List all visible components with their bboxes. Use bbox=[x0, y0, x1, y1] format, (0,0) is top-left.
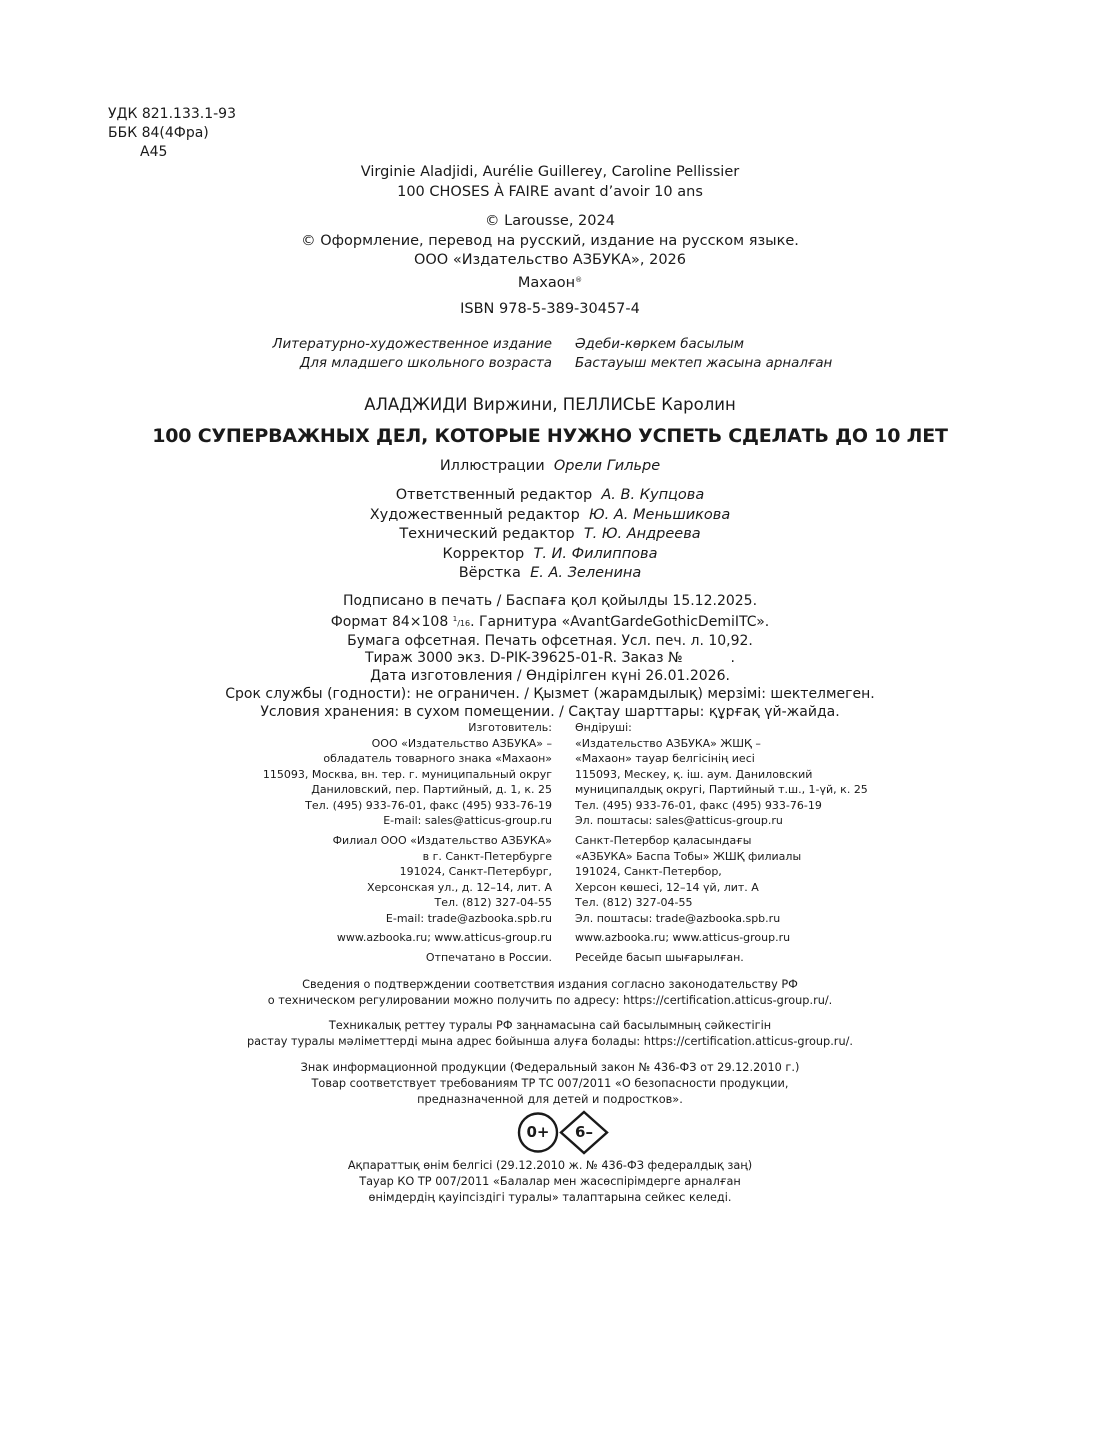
credit-role: Технический редактор bbox=[399, 526, 575, 543]
book-title: 100 СУПЕРВАЖНЫХ ДЕЛ, КОТОРЫЕ НУЖНО УСПЕТЬ СДЕЛАТЬ ДО 10 ЛЕТ bbox=[152, 425, 948, 447]
signed-to-print: Подписано в печать / Баспаға қол қойылды 15.12.2025. bbox=[342, 593, 758, 609]
run-text: Тираж 3000 экз. D-PIK-39625-01-R. Заказ № bbox=[365, 650, 683, 667]
run-end: . bbox=[730, 650, 735, 667]
copyright-block bbox=[0, 212, 1100, 293]
illustrations-line bbox=[0, 457, 1100, 477]
edition-type-ru-2: Для младшего школьного возраста bbox=[299, 356, 552, 371]
manufacturer-kz bbox=[575, 720, 868, 829]
branch-kz-line: Эл. поштасы: trade@azbooka.spb.ru bbox=[575, 911, 781, 925]
credit-line bbox=[0, 525, 1100, 545]
copyright-design: © Оформление, перевод на русский, издание на русском языке. bbox=[301, 232, 799, 249]
copyright-imprint bbox=[0, 271, 1100, 294]
manufacturer-kz-line: 115093, Мескеу, қ. іш. аум. Даниловский bbox=[575, 767, 813, 781]
manufacturer-ru-line: E-mail: sales@atticus-group.ru bbox=[383, 814, 552, 827]
format-typeface: . Гарнитура «AvantGardeGothicDemiITC». bbox=[470, 613, 770, 630]
format-size: Формат 84×108 bbox=[330, 613, 449, 630]
printed-kz: Ресейде басып шығарылған. bbox=[575, 951, 744, 964]
format-fraction-top: 1 bbox=[452, 614, 458, 623]
age-diamond-label: 6– bbox=[575, 1123, 593, 1141]
credit-role: Художественный редактор bbox=[369, 506, 580, 523]
manufacturer-ru bbox=[263, 720, 552, 829]
cert-ru-line: Сведения о подтверждении соответствия издания согласно законодательству РФ bbox=[302, 978, 798, 991]
registered-mark: ® bbox=[575, 275, 583, 284]
printed-block bbox=[0, 950, 1100, 966]
info-ru-line: Товар соответствует требованиям ТР ТС 007/2011 «О безопасности продукции, bbox=[311, 1077, 789, 1090]
illustrator-name: Орели Гильре bbox=[553, 458, 661, 474]
edition-type-kz-1: Әдеби-көркем басылым bbox=[575, 337, 744, 352]
info-kz-line: Тауар КО ТР 007/2011 «Балалар мен жасөспірімдерге арналған bbox=[359, 1175, 741, 1188]
edition-type bbox=[0, 335, 1100, 375]
branch-kz bbox=[575, 833, 801, 926]
manufacturer-ru-line: Тел. (495) 933-76-01, факс (495) 933-76-19 bbox=[305, 798, 552, 812]
manufacturer-kz-line: Эл. поштасы: sales@atticus-group.ru bbox=[575, 814, 783, 827]
credits-block bbox=[0, 486, 1100, 584]
branch-kz-line: Херсон көшесі, 12–14 үй, лит. А bbox=[575, 880, 759, 894]
branch-kz-line: «АЗБУКА» Баспа Тобы» ЖШҚ филиалы bbox=[575, 849, 802, 863]
isbn: ISBN 978-5-389-30457-4 bbox=[460, 301, 640, 317]
info-ru bbox=[0, 1060, 1100, 1108]
format-fraction-bottom: /16 bbox=[457, 618, 471, 628]
paper-line: Бумага офсетная. Печать офсетная. Усл. печ. л. 10,92. bbox=[347, 632, 753, 649]
age-circle-label: 0+ bbox=[526, 1123, 550, 1141]
credit-name: А. В. Купцова bbox=[601, 487, 705, 503]
manufacturer-ru-line: обладатель товарного знака «Махаон» bbox=[323, 752, 552, 765]
manufacture-date: Дата изготовления / Өндірілген күні 26.01.2026. bbox=[370, 668, 730, 685]
info-ru-line: Знак информационной продукции (Федеральный закон № 436-ФЗ от 29.12.2010 г.) bbox=[300, 1061, 800, 1074]
branch-ru bbox=[333, 833, 552, 926]
udk-code: УДК 821.133.1-93 bbox=[108, 106, 236, 122]
branch-ru-line: Тел. (812) 327-04-55 bbox=[434, 896, 552, 909]
credit-line bbox=[0, 545, 1100, 565]
cert-kz-line: Техникалық реттеу туралы РФ заңнамасына сай басылымның сәйкестігін bbox=[328, 1019, 772, 1032]
imprint-name: Махаон bbox=[517, 274, 576, 291]
credit-line bbox=[0, 506, 1100, 526]
manufacturer-ru-line: ООО «Издательство АЗБУКА» – bbox=[371, 736, 552, 750]
manufacturer-kz-line: «Махаон» тауар белгісінің иесі bbox=[575, 752, 755, 765]
web-ru: www.azbooka.ru; www.atticus-group.ru bbox=[336, 931, 552, 944]
manufacturer-ru-line: Изготовитель: bbox=[468, 721, 552, 734]
illustrations-label: Иллюстрации bbox=[439, 458, 545, 474]
credit-name: Е. А. Зеленина bbox=[530, 565, 642, 582]
web-block bbox=[0, 930, 1100, 946]
manufacturer-kz-line: Өндіруші: bbox=[575, 721, 632, 734]
original-edition bbox=[0, 163, 1100, 202]
branch-ru-line: Херсонская ул., д. 12–14, лит. А bbox=[366, 880, 552, 894]
branch-ru-line: в г. Санкт-Петербурге bbox=[422, 849, 552, 863]
branch-ru-line: Филиал ООО «Издательство АЗБУКА» bbox=[332, 834, 552, 847]
author-sign: А45 bbox=[140, 144, 168, 160]
cert-ru bbox=[0, 977, 1100, 1009]
branch-ru-line: E-mail: trade@azbooka.spb.ru bbox=[385, 911, 552, 925]
manufacturer-kz-line: муниципалдық округі, Партийный т.ш., 1-үй, к. 25 bbox=[575, 783, 868, 796]
credit-line bbox=[0, 486, 1100, 506]
format-line bbox=[0, 611, 1100, 633]
printed-ru: Отпечатано в России. bbox=[425, 951, 552, 964]
copyright-publisher: ООО «Издательство АЗБУКА», 2026 bbox=[413, 252, 687, 268]
manufacturer-ru-line: 115093, Москва, вн. тер. г. муниципальный округ bbox=[262, 767, 552, 781]
book-author: АЛАДЖИДИ Виржини, ПЕЛЛИСЬЕ Каролин bbox=[364, 395, 736, 414]
manufacturer-ru-line: Даниловский, пер. Партийный, д. 1, к. 25 bbox=[311, 783, 552, 796]
credit-line bbox=[0, 564, 1100, 584]
cert-kz-line: растау туралы мәліметтерді мына адрес бойынша алуға болады: https://certification.atticus-group.ru/. bbox=[246, 1035, 854, 1048]
info-kz-line: өнімдердің қауіпсіздігі туралы» талаптарына сейкес келеді. bbox=[368, 1191, 732, 1204]
info-kz-line: Ақпараттық өнім белгісі (29.12.2010 ж. № 436-ФЗ федералдық заң) bbox=[347, 1159, 753, 1172]
credit-name: Ю. А. Меньшикова bbox=[589, 506, 731, 523]
credit-name: Т. Ю. Андреева bbox=[583, 526, 701, 543]
cert-kz bbox=[0, 1018, 1100, 1050]
service-life: Срок службы (годности): не ограничен. / Қызмет (жарамдылық) мерзімі: шектелмеген. bbox=[225, 685, 875, 702]
storage-conditions: Условия хранения: в сухом помещении. / Сақтау шарттары: құрғақ үй-жайда. bbox=[260, 703, 840, 720]
manufacturer-kz-line: «Издательство АЗБУКА» ЖШҚ – bbox=[575, 736, 761, 750]
web-kz: www.azbooka.ru; www.atticus-group.ru bbox=[575, 931, 791, 944]
branch-kz-line: 191024, Санкт-Петербор, bbox=[575, 865, 722, 878]
credit-role: Вёрстка bbox=[458, 565, 521, 582]
info-ru-line: предназначенной для детей и подростков». bbox=[417, 1093, 683, 1106]
branch-kz-line: Санкт-Петербор қаласындағы bbox=[575, 834, 752, 847]
manufacturer-block bbox=[0, 720, 1100, 830]
credit-role: Корректор bbox=[442, 545, 525, 562]
original-authors: Virginie Aladjidi, Aurélie Guillerey, Caroline Pellissier bbox=[360, 164, 740, 180]
branch-ru-line: 191024, Санкт-Петербург, bbox=[399, 865, 552, 878]
original-title: 100 CHOSES À FAIRE avant d’avoir 10 ans bbox=[397, 183, 703, 200]
manufacturer-kz-line: Тел. (495) 933-76-01, факс (495) 933-76-19 bbox=[575, 798, 822, 812]
info-kz bbox=[0, 1158, 1100, 1206]
copyright-larousse: © Larousse, 2024 bbox=[485, 213, 615, 229]
credit-name: Т. И. Филиппова bbox=[533, 545, 658, 562]
age-marks bbox=[517, 1110, 617, 1155]
branch-block bbox=[0, 833, 1100, 928]
branch-kz-line: Тел. (812) 327-04-55 bbox=[575, 896, 693, 909]
cert-ru-line: о техническом регулировании можно получить по адресу: https://certification.atticus-group.ru/. bbox=[267, 994, 833, 1007]
bbk-code: ББК 84(4Фра) bbox=[108, 125, 209, 141]
edition-type-kz-2: Бастауыш мектеп жасына арналған bbox=[575, 356, 833, 371]
run-line bbox=[0, 650, 1100, 668]
classification-block bbox=[108, 105, 236, 162]
credit-role: Ответственный редактор bbox=[395, 487, 593, 503]
edition-type-ru-1: Литературно-художественное издание bbox=[272, 337, 552, 352]
print-info bbox=[0, 593, 1100, 722]
